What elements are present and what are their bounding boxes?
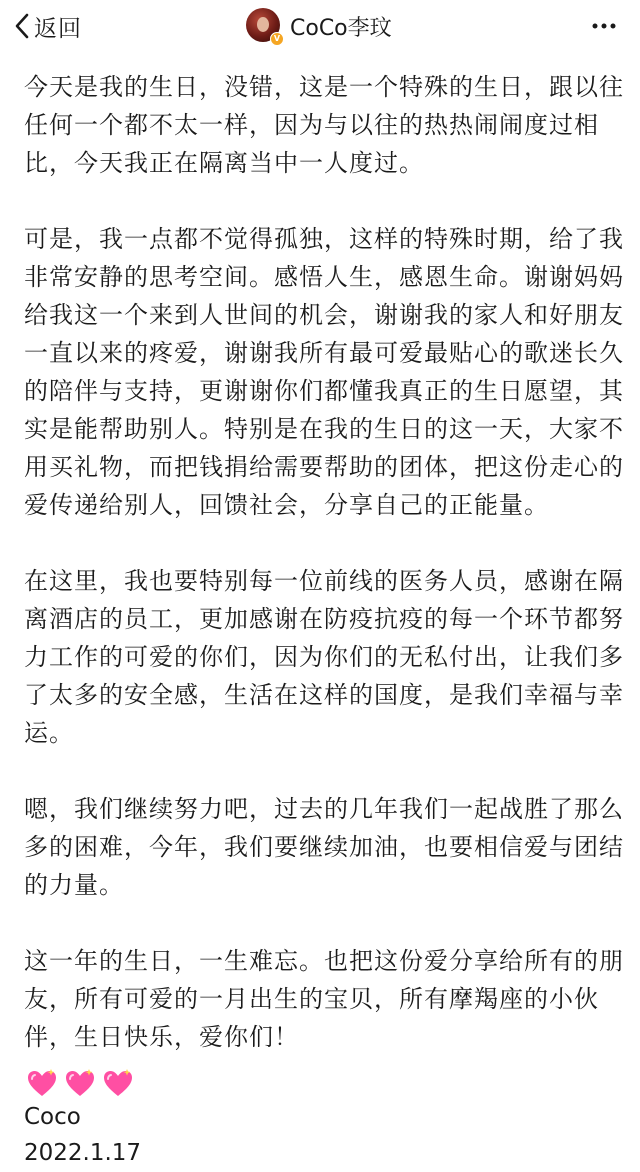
post-paragraph: 这一年的生日，一生难忘。也把这份爱分享给所有的朋友，所有可爱的一月出生的宝贝，所有摩羯座的小伙伴，生日快乐，爱你们！ [24, 947, 624, 1051]
more-button[interactable] [590, 12, 618, 40]
back-label: 返回 [34, 15, 82, 42]
signature: Coco [24, 1104, 81, 1130]
emoji-row [26, 1068, 134, 1098]
more-horizontal-icon [590, 25, 618, 44]
post-paragraph: 在这里，我也要特别每一位前线的医务人员，感谢在隔离酒店的员工，更加感谢在防疫抗疫的每一个环节都努力工作的可爱的你们，因为你们的无私付出，让我们多了太多的安全感，生活在这样的国度，是我们幸福与幸运。 [24, 567, 624, 747]
username[interactable]: CoCo李玟 [290, 15, 392, 41]
chevron-left-icon [14, 12, 30, 40]
post-paragraph: 可是，我一点都不觉得孤独，这样的特殊时期，给了我非常安静的思考空间。感悟人生，感恩生命。谢谢妈妈给我这一个来到人世间的机会，谢谢我的家人和好朋友一直以来的疼爱，谢谢我所有最可爱最贴心的歌迷长久的陪伴与支持，更谢谢你们都懂我真正的生日愿望，其实是能帮助别人。特别是在我的生日的这一天，大家不用买礼物，而把钱捐给需要帮助的团体，把这份走心的爱传递给别人，回馈社会，分享自己的正能量。 [24, 225, 624, 519]
post-date: 2022.1.17 [24, 1140, 142, 1166]
top-navbar [0, 0, 640, 52]
back-button[interactable] [14, 8, 82, 44]
profile-header[interactable] [246, 7, 392, 45]
verified-badge: V [270, 32, 284, 46]
sparkling-heart-icon [102, 1068, 134, 1098]
post-paragraph: 今天是我的生日，没错，这是一个特殊的生日，跟以往任何一个都不太一样，因为与以往的热热闹闹度过相比，今天我正在隔离当中一人度过。 [24, 73, 624, 177]
post-body [24, 68, 624, 1094]
post-paragraph: 嗯，我们继续努力吧，过去的几年我们一起战胜了那么多的困难，今年，我们要继续加油，也要相信爱与团结的力量。 [24, 795, 624, 899]
sparkling-heart-icon [64, 1068, 96, 1098]
sparkling-heart-icon [26, 1068, 58, 1098]
